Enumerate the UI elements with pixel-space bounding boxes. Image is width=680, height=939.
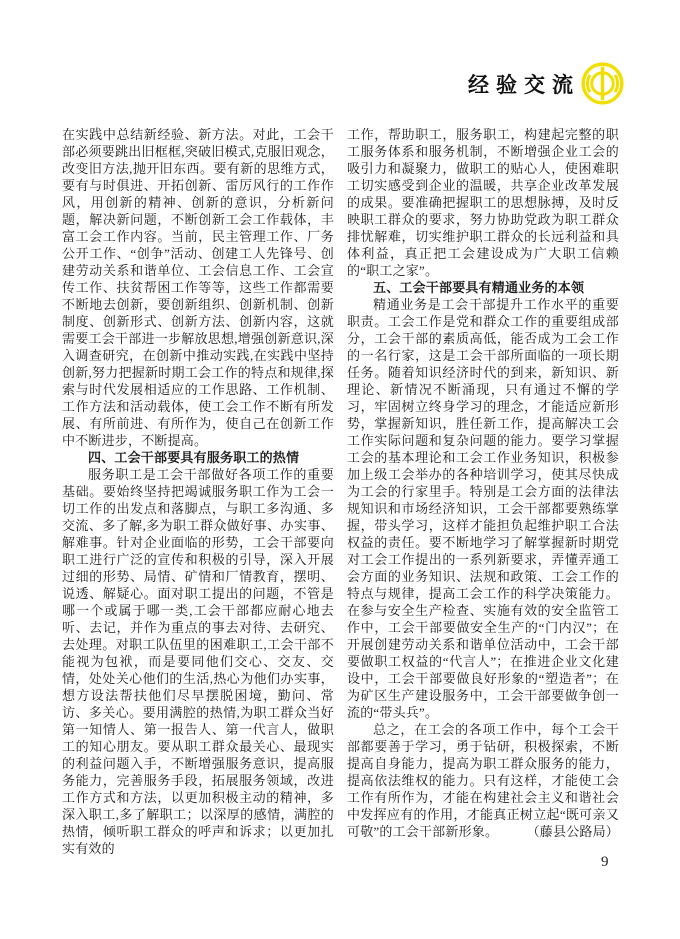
page-header — [468, 62, 624, 105]
column-right — [347, 126, 619, 857]
body-paragraph: 在实践中总结新经验、新方法。对此，工会干部必须要跳出旧框框,突破旧模式,克服旧观念，改变旧方法,抛开旧东西。要有新的思维方式，要有与时俱进、开拓创新、雷厉风行的工作作风，用创新的精神、创新的意识，分析新问题，解决新问题，不断创新工会工作载体，丰富工会工作内容。当前，民主管理工作、厂务公开工作、“创争”活动、创建工人先锋号、创建劳动关系和谐单位、工会信息工作、工会宣传工作、扶贫帮困工作等等，这些工作都需要不断地去创新，要创新组织、创新机制、创新制度、创新形式、创新方法、创新内容，这就需要工会干部进一步解放思想,增强创新意识,深入调查研究，在创新中推动实践,在实践中坚持创新,努力把握新时期工会工作的特点和规律,探索与时代发展相适应的工作思路、工作机制、工作方法和活动载体，使工会工作不断有所发展、有所前进、有所作为，使自己在创新工作中不断进步，不断提高。 — [62, 127, 334, 448]
trade-union-logo-icon — [581, 62, 624, 105]
body-paragraph: 精通业务是工会干部提升工作水平的重要职责。工会工作是党和群众工作的重要组成部分，工会干部的素质高低，能否成为工会工作的一名行家，这是工会干部所面临的一项长期任务。随着知识经济时代的到来，新知识、新理论、新情况不断涌现，只有通过不懈的学习，牢固树立终身学习的理念，才能适应新形势，掌握新知识，胜任新工作，提高解决工会工作实际问题和复杂问题的能力。要学习掌握工会的基本理论和工会工作业务知识，积极参加上级工会举办的各种培训学习，使其尽快成为工会的行家里手。特别是工会方面的法律法规知识和市场经济知识，工会干部都要熟练掌握，带头学习，这样才能担负起维护职工合法权益的责任。要不断地学习了解掌握新时期党对工会工作提出的一系列新要求，弄懂弄通工会方面的业务知识、法规和政策、工会工作的特点与规律，提高工会工作的科学决策能力。在参与安全生产检查、实施有效的安全监管工作中，工会干部要做安全生产的“门内汉”；在开展创建劳动关系和谐单位活动中，工会干部要做职工权益的“代言人”；在推进企业文化建设中，工会干部要做良好形象的“塑造者”；在为矿区生产建设服务中，工会干部要做争创一流的“带头兵”。 — [347, 297, 619, 720]
page-number: 9 — [601, 854, 609, 870]
attribution: （藤县公路局） — [526, 824, 619, 839]
body-paragraph: 服务职工是工会干部做好各项工作的重要基础。要始终坚持把竭诚服务职工作为工会一切工作的出发点和落脚点，与职工多沟通、多交流、多了解,多为职工群众做好事、办实事、解难事。针对企业面临的形势，工会干部要向职工进行广泛的宣传和积极的引导，深入开展过细的形势、局情、矿情和厂情教育，摆明、说透、解疑心。面对职工提出的问题，不管是哪一个或属于哪一类,工会干部都应耐心地去听、去记，并作为重点的事去对待、去研究、去处理。对职工队伍里的困难职工,工会干部不能视为包袱，而是要同他们交心、交友、交情，处处关心他们的生活,热心为他们办实事，想方设法帮扶他们尽早摆脱困境，勤问、常访、多关心。要用满腔的热情,为职工群众当好第一知情人、第一报告人、第一代言人，做职工的知心朋友。要从职工群众最关心、最现实的利益问题入手，不断增强服务意识，提高服务能力，完善服务手段，拓展服务领域，改进工作方式和方法，以更加积极主动的精神，多深入职工,多了解职工；以深厚的感情，满腔的热情，倾听职工群众的呼声和诉求；以更加扎实有效的 — [62, 467, 334, 856]
section-heading: 四、工会干部要具有服务职工的热情 — [88, 450, 300, 465]
section-heading: 五、工会干部要具有精通业务的本领 — [373, 280, 585, 295]
body-paragraph: 总之，在工会的各项工作中，每个工会干部都要善于学习，勇于钻研，积极探索，不断提高自身能力，提高为职工群众服务的能力，提高依法维权的能力。只有这样，才能使工会工作有所作为，才能在构建社会主义和谐社会中发挥应有的作用，才能真正树立起“既可亲又可敬”的工会干部新形象。 （藤县公路局） — [347, 722, 619, 839]
column-left — [62, 126, 334, 857]
section-label: 经验交流 — [468, 74, 580, 97]
article-body — [62, 126, 619, 857]
body-paragraph: 工作，帮助职工，服务职工，构建起完整的职工服务体系和服务机制，不断增强企业工会的吸引力和凝聚力，做职工的贴心人，使困难职工切实感受到企业的温暖，共享企业改革发展的成果。要准确把握职工的思想脉搏，及时反映职工群众的要求，努力协助党政为职工群众排忧解难，切实维护职工群众的长远利益和具体利益，真正把工会建设成为广大职工信赖的“职工之家”。 — [347, 127, 619, 278]
